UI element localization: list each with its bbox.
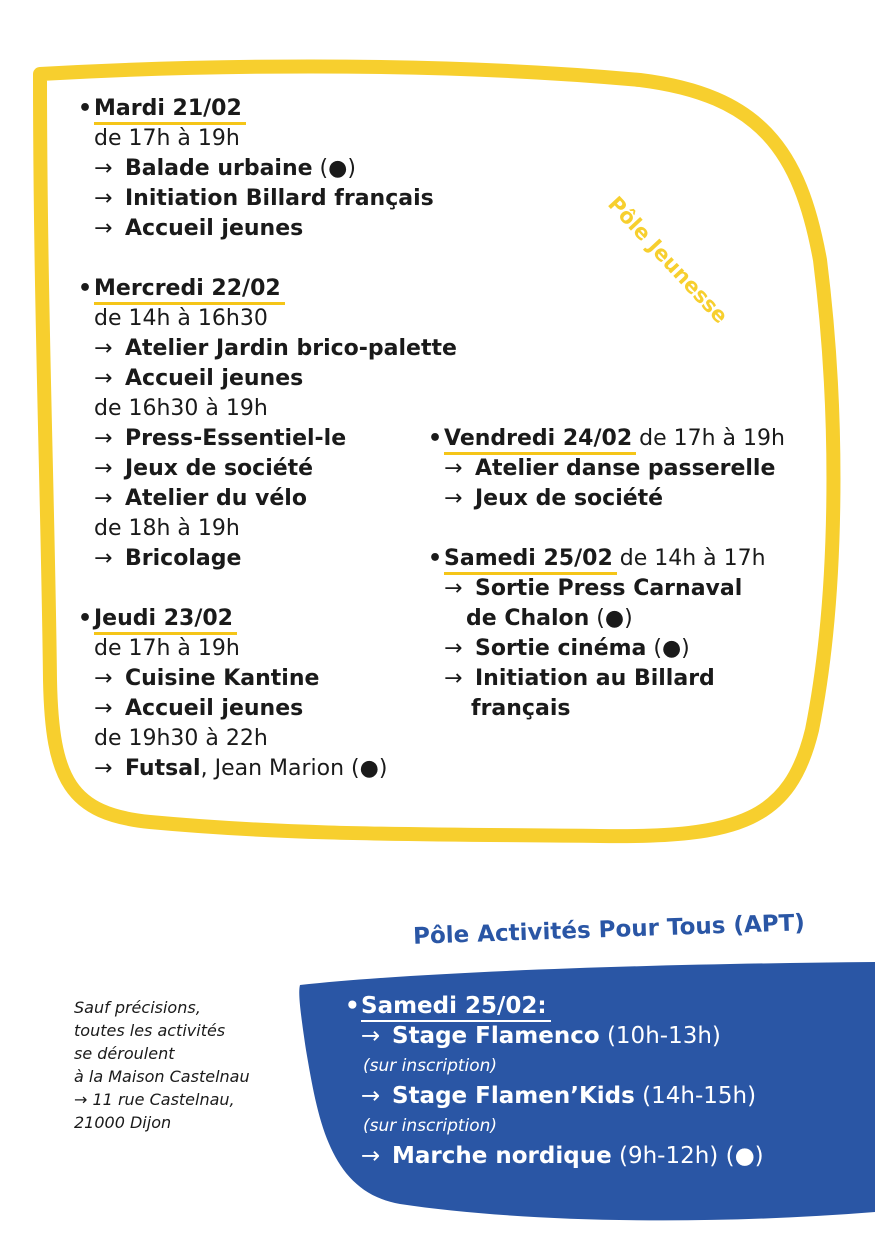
time-range: de 18h à 19h (94, 516, 240, 541)
arrow-icon: → (94, 336, 113, 361)
arrow-icon: → (94, 426, 113, 451)
activity-name: Accueil jeunes (125, 696, 304, 721)
note-line: Sauf précisions, (74, 998, 201, 1017)
arrow-icon: → (94, 756, 113, 781)
activity-name: français (471, 696, 571, 721)
activity-name: Jeux de société (125, 456, 314, 481)
arrow-icon: → (361, 1023, 381, 1049)
bullet: • (78, 96, 93, 121)
arrow-icon: → (94, 186, 113, 211)
activity-detail: (●) (589, 606, 633, 631)
note-line: 21000 Dijon (74, 1113, 172, 1132)
activity-name: de Chalon (466, 606, 590, 631)
activity-name: Marche nordique (392, 1143, 612, 1169)
activity-name: Accueil jeunes (125, 366, 304, 391)
activity-name: Initiation au Billard (475, 666, 715, 691)
day-label: Samedi 25/02: (361, 991, 547, 1021)
registration-note: (sur inscription) (363, 1056, 498, 1076)
bullet: • (428, 426, 443, 451)
time-range: de 17h à 19h (94, 126, 240, 151)
registration-note: (sur inscription) (363, 1116, 498, 1136)
activity-name: Cuisine Kantine (125, 666, 320, 691)
activity-name: Jeux de société (475, 486, 664, 511)
activity-name: Futsal (125, 756, 201, 781)
activity-name: Atelier Jardin brico-palette (125, 336, 457, 361)
day-label: Mardi 21/02 (94, 94, 242, 124)
activity-name: Stage Flamenco (392, 1023, 600, 1049)
day-underline (361, 1020, 551, 1022)
bullet: • (78, 606, 93, 631)
arrow-icon: → (94, 696, 113, 721)
day-label: Samedi 25/02 (444, 544, 613, 574)
day-label: Mercredi 22/02 (94, 274, 281, 304)
time-range: de 14h à 16h30 (94, 306, 268, 331)
activity-detail: (●) (312, 156, 356, 181)
activity-name: Sortie cinéma (475, 636, 647, 661)
activity-name: Atelier du vélo (125, 486, 307, 511)
arrow-icon: → (94, 156, 113, 181)
arrow-icon: → (444, 576, 463, 601)
time-range: de 17h à 19h (94, 636, 240, 661)
note-line: → 11 rue Castelnau, (74, 1090, 235, 1109)
time-range: de 19h30 à 22h (94, 726, 268, 751)
activity-detail: , Jean Marion (●) (200, 756, 388, 781)
day-label: Jeudi 23/02 (94, 604, 233, 634)
activity-name: Sortie Press Carnaval (475, 576, 743, 601)
day-label: Vendredi 24/02 (444, 424, 632, 454)
time-range: de 16h30 à 19h (94, 396, 268, 421)
note-line: se déroulent (74, 1044, 175, 1063)
arrow-icon: → (361, 1143, 381, 1169)
activity-name: Balade urbaine (125, 156, 313, 181)
day-heading (345, 991, 764, 1021)
note-line: à la Maison Castelnau (74, 1067, 250, 1086)
arrow-icon: → (94, 486, 113, 511)
bullet: • (428, 546, 443, 571)
arrow-icon: → (361, 1083, 381, 1109)
day-time: de 17h à 19h (632, 426, 785, 451)
note-line: toutes les activités (74, 1021, 226, 1040)
activity-name: Initiation Billard français (125, 186, 434, 211)
activity-detail: (9h-12h) (●) (611, 1143, 764, 1169)
arrow-icon: → (444, 456, 463, 481)
activity-detail: (10h-13h) (599, 1023, 721, 1049)
activity-detail: (14h-15h) (634, 1083, 757, 1109)
day-time: de 14h à 17h (612, 546, 766, 571)
pole-jeunesse-label: Pôle Jeunesse (603, 191, 733, 329)
activity-name: Atelier danse passerelle (475, 456, 776, 481)
pole-apt-title: Pôle Activités Pour Tous (APT) (412, 910, 806, 950)
arrow-icon: → (94, 666, 113, 691)
activity-name: Accueil jeunes (125, 216, 304, 241)
apt-schedule (345, 991, 764, 1171)
activity-name: Bricolage (125, 546, 242, 571)
bullet: • (78, 276, 93, 301)
bullet: • (345, 993, 360, 1019)
arrow-icon: → (94, 366, 113, 391)
arrow-icon: → (444, 666, 463, 691)
activity-item (345, 1081, 764, 1111)
arrow-icon: → (94, 216, 113, 241)
activity-name: Press-Essentiel-le (125, 426, 347, 451)
activity-item (345, 1021, 764, 1051)
arrow-icon: → (94, 546, 113, 571)
activity-item (345, 1141, 764, 1171)
activity-name: Stage Flamen’Kids (392, 1083, 635, 1109)
arrow-icon: → (444, 486, 463, 511)
arrow-icon: → (94, 456, 113, 481)
activity-detail: (●) (646, 636, 690, 661)
arrow-icon: → (444, 636, 463, 661)
